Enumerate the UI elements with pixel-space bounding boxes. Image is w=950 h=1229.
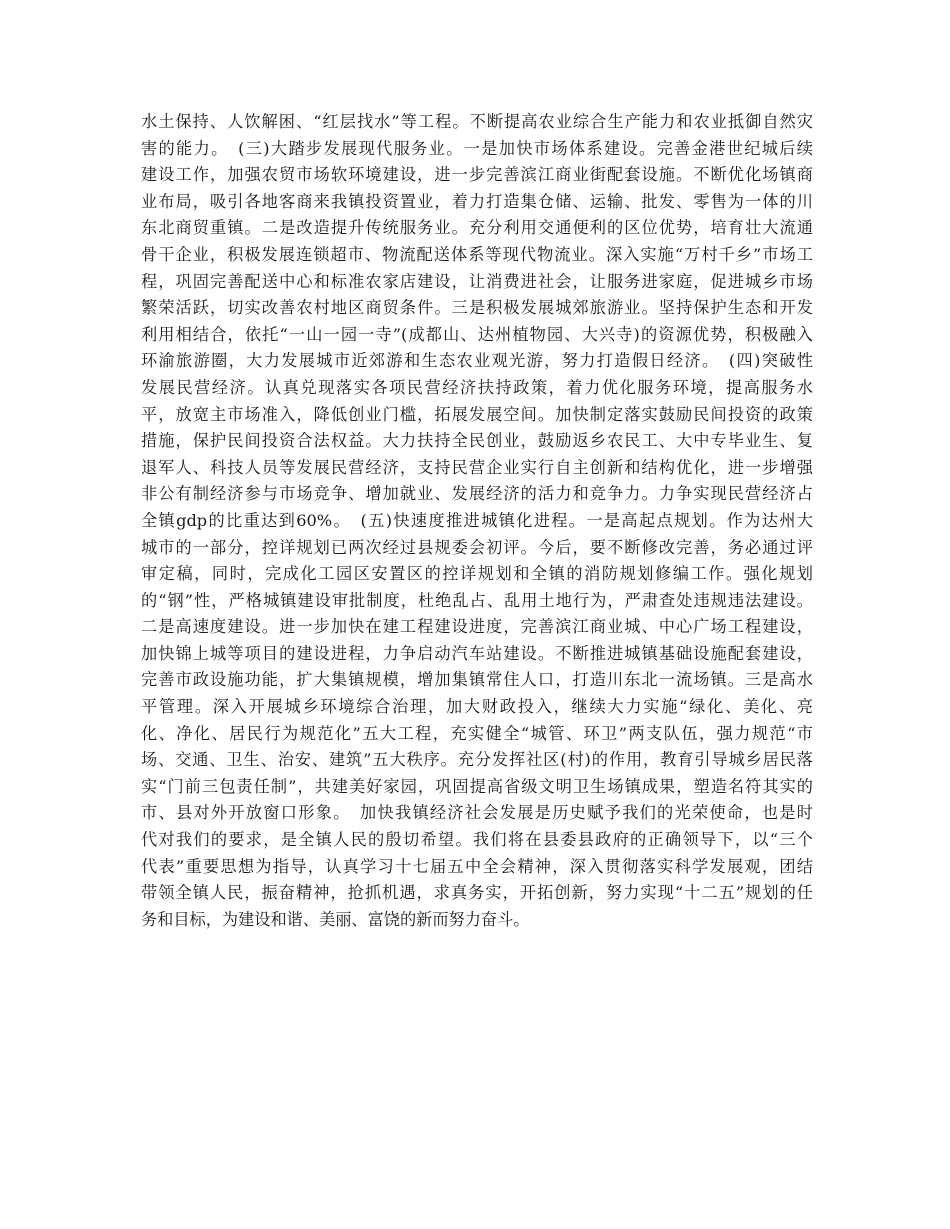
text-line: 二是高速度建设。进一步加快在建工程建设进度，完善滨江商业城、中心广场工程建设， xyxy=(141,617,813,637)
text-line: 平，放宽主市场准入，降低创业门槛，拓展发展空间。加快制定落实鼓励民间投资的政策 xyxy=(141,404,813,424)
text-line: 务和目标，为建设和谐、美丽、富饶的新而努力奋斗。 xyxy=(141,909,530,929)
text-line: 代对我们的要求，是全镇人民的殷切希望。我们将在县委县政府的正确领导下，以“三个 xyxy=(141,830,813,850)
text-line: 带领全镇人民，振奋精神，抢抓机遇，求真务实，开拓创新，努力实现“十二五”规划的任 xyxy=(141,883,813,903)
text-line: 环渝旅游圈，大力发展城市近郊游和生态农业观光游，努力打造假日经济。 (四)突破性 xyxy=(141,351,813,371)
text-line: 害的能力。 (三)大踏步发展现代服务业。一是加快市场体系建设。完善金港世纪城后续 xyxy=(141,138,813,158)
text-line: 退军人、科技人员等发展民营经济，支持民营企业实行自主创新和结构优化，进一步增强 xyxy=(141,457,813,477)
text-line: 加快锦上城等项目的建设进程，力争启动汽车站建设。不断推进城镇基础设施配套建设， xyxy=(141,643,813,663)
text-line: 骨干企业，积极发展连锁超市、物流配送体系等现代物流业。深入实施“万村千乡”市场工 xyxy=(141,244,813,264)
text-line: 市、县对外开放窗口形象。 加快我镇经济社会发展是历史赋予我们的光荣使命，也是时 xyxy=(141,803,813,823)
text-line: 繁荣活跃，切实改善农村地区商贸条件。三是积极发展城郊旅游业。坚持保护生态和开发 xyxy=(141,298,813,318)
text-line: 平管理。深入开展城乡环境综合治理，加大财政投入，继续大力实施“绿化、美化、亮 xyxy=(141,697,813,717)
text-line: 发展民营经济。认真兑现落实各项民营经济扶持政策，着力优化服务环境，提高服务水 xyxy=(141,377,813,397)
text-line: 利用相结合，依托“一山一园一寺”(成都山、达州植物园、大兴寺)的资源优势，积极融入 xyxy=(141,324,813,344)
text-line: 审定稿，同时，完成化工园区安置区的控详规划和全镇的消防规划修编工作。强化规划 xyxy=(141,564,813,584)
text-line: 实“门前三包责任制”，共建美好家园，巩固提高省级文明卫生场镇成果，塑造名符其实的 xyxy=(141,776,813,796)
text-line: 程，巩固完善配送中心和标准农家店建设，让消费进社会，让服务进家庭，促进城乡市场 xyxy=(141,271,813,291)
text-line: 场、交通、卫生、治安、建筑”五大秩序。充分发挥社区(村)的作用，教育引导城乡居民落 xyxy=(141,750,813,770)
text-line: 化、净化、居民行为规范化”五大工程，充实健全“城管、环卫”两支队伍，强力规范“市 xyxy=(141,723,813,743)
text-line: 城市的一部分，控详规划已两次经过县规委会初评。今后，要不断修改完善，务必通过评 xyxy=(141,537,813,557)
text-line: 建设工作，加强农贸市场软环境建设，进一步完善滨江商业街配套设施。不断优化场镇商 xyxy=(141,165,813,185)
text-line: 非公有制经济参与市场竞争、增加就业、发展经济的活力和竞争力。力争实现民营经济占 xyxy=(141,484,813,504)
text-line: 措施，保护民间投资合法权益。大力扶持全民创业，鼓励返乡农民工、大中专毕业生、复 xyxy=(141,431,813,451)
text-line: 完善市政设施功能，扩大集镇规模，增加集镇常住人口，打造川东北一流场镇。三是高水 xyxy=(141,670,813,690)
text-line: 业布局，吸引各地客商来我镇投资置业，着力打造集仓储、运输、批发、零售为一体的川 xyxy=(141,191,813,211)
text-line: 东北商贸重镇。二是改造提升传统服务业。充分利用交通便利的区位优势，培育壮大流通 xyxy=(141,218,813,238)
text-line: 的“钢”性，严格城镇建设审批制度，杜绝乱占、乱用土地行为，严肃查处违规违法建设。 xyxy=(141,590,813,610)
text-line: 水土保持、人饮解困、“红层找水”等工程。不断提高农业综合生产能力和农业抵御自然灾 xyxy=(141,112,813,131)
text-line: 代表”重要思想为指导，认真学习十七届五中全会精神，深入贯彻落实科学发展观，团结 xyxy=(141,856,813,876)
body-text xyxy=(141,109,813,933)
text-line: 全镇gdp的比重达到60%。 (五)快速度推进城镇化进程。一是高起点规划。作为达州大 xyxy=(141,510,813,530)
